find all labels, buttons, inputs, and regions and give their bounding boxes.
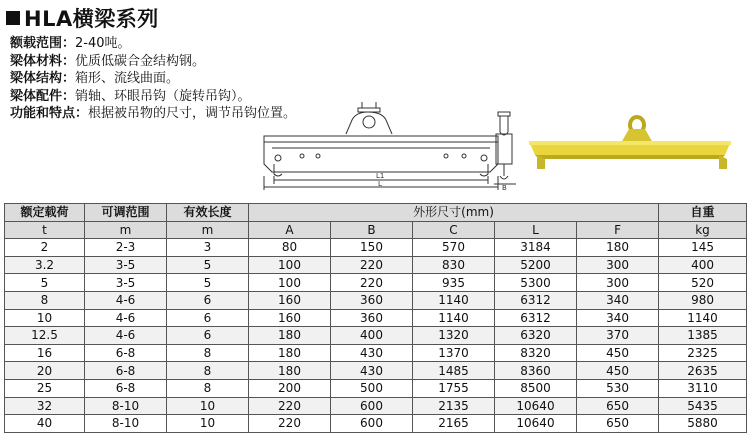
table-cell: 360 (331, 309, 413, 327)
table-cell: 8 (167, 344, 249, 362)
unit-weight: kg (659, 221, 747, 239)
header-weight: 自重 (659, 204, 747, 222)
table-cell: 10640 (495, 415, 577, 433)
table-cell: 6 (167, 309, 249, 327)
table-cell: 2135 (413, 397, 495, 415)
table-cell: 10 (167, 415, 249, 433)
table-cell: 220 (249, 415, 331, 433)
table-cell: 220 (331, 274, 413, 292)
table-cell: 340 (577, 309, 659, 327)
table-cell: 10 (5, 309, 85, 327)
table-cell: 1140 (413, 309, 495, 327)
header-c: C (413, 221, 495, 239)
table-cell: 4-6 (85, 327, 167, 345)
spec-item: 梁体材料：优质低碳合金结构钢。 (10, 53, 206, 69)
table-cell: 450 (577, 344, 659, 362)
table-cell: 8-10 (85, 397, 167, 415)
table-cell: 32 (5, 397, 85, 415)
table-cell: 180 (249, 362, 331, 380)
table-cell: 5 (167, 256, 249, 274)
table-cell: 3110 (659, 379, 747, 397)
table-cell: 2325 (659, 344, 747, 362)
table-cell: 360 (331, 291, 413, 309)
spec-item: 额载范围：2-40吨。 (10, 36, 131, 51)
table-cell: 5435 (659, 397, 747, 415)
table-cell: 3.2 (5, 256, 85, 274)
table-cell: 3 (167, 239, 249, 257)
table-cell: 520 (659, 274, 747, 292)
table-row (5, 327, 747, 345)
table-cell: 3184 (495, 239, 577, 257)
page-title-text: HLA横梁系列 (24, 7, 159, 31)
page-title (6, 4, 159, 32)
table-row (5, 379, 747, 397)
table-row (5, 309, 747, 327)
table-cell: 3-5 (85, 256, 167, 274)
table-cell: 935 (413, 274, 495, 292)
table-cell: 430 (331, 362, 413, 380)
unit-range: m (85, 221, 167, 239)
unit-load: t (5, 221, 85, 239)
unit-length: m (167, 221, 249, 239)
table-cell: 6 (167, 327, 249, 345)
table-cell: 300 (577, 274, 659, 292)
table-row (5, 415, 747, 433)
table-cell: 8500 (495, 379, 577, 397)
table-cell: 830 (413, 256, 495, 274)
table-cell: 10640 (495, 397, 577, 415)
header-range: 可调范围 (85, 204, 167, 222)
table-cell: 5200 (495, 256, 577, 274)
table-cell: 40 (5, 415, 85, 433)
table-cell: 8-10 (85, 415, 167, 433)
header-f: F (577, 221, 659, 239)
table-cell: 5 (5, 274, 85, 292)
spec-list (10, 35, 296, 123)
table-cell: 16 (5, 344, 85, 362)
table-cell: 600 (331, 415, 413, 433)
beam-product-image (525, 115, 735, 175)
header-load: 额定载荷 (5, 204, 85, 222)
table-cell: 220 (249, 397, 331, 415)
table-row (5, 274, 747, 292)
table-cell: 1485 (413, 362, 495, 380)
beam-technical-drawing (258, 98, 520, 190)
table-row (5, 397, 747, 415)
header-l: L (495, 221, 577, 239)
table-cell: 1755 (413, 379, 495, 397)
header-b: B (331, 221, 413, 239)
dimension-label-l: L (378, 180, 382, 188)
table-cell: 650 (577, 397, 659, 415)
table-cell: 980 (659, 291, 747, 309)
table-cell: 8320 (495, 344, 577, 362)
table-cell: 6-8 (85, 379, 167, 397)
table-cell: 25 (5, 379, 85, 397)
table-cell: 370 (577, 327, 659, 345)
table-cell: 2-3 (85, 239, 167, 257)
table-cell: 6320 (495, 327, 577, 345)
spec-item: 梁体结构：箱形、流线曲面。 (10, 71, 180, 86)
table-cell: 430 (331, 344, 413, 362)
spec-item: 功能和特点：根据被吊物的尺寸，调节吊钩位置。 (10, 106, 297, 121)
table-cell: 8360 (495, 362, 577, 380)
table-cell: 100 (249, 256, 331, 274)
table-cell: 300 (577, 256, 659, 274)
table-row (5, 362, 747, 380)
table-cell: 6 (167, 291, 249, 309)
table-cell: 8 (5, 291, 85, 309)
table-cell: 600 (331, 397, 413, 415)
table-cell: 1370 (413, 344, 495, 362)
table-cell: 145 (659, 239, 747, 257)
table-cell: 5880 (659, 415, 747, 433)
table-cell: 150 (331, 239, 413, 257)
table-cell: 200 (249, 379, 331, 397)
table-cell: 4-6 (85, 309, 167, 327)
table-cell: 6-8 (85, 344, 167, 362)
table-cell: 220 (331, 256, 413, 274)
table-cell: 4-6 (85, 291, 167, 309)
table-row (5, 344, 747, 362)
table-cell: 1385 (659, 327, 747, 345)
table-cell: 8 (167, 379, 249, 397)
table-cell: 10 (167, 397, 249, 415)
table-row (5, 291, 747, 309)
table-cell: 500 (331, 379, 413, 397)
table-cell: 80 (249, 239, 331, 257)
table-cell: 160 (249, 309, 331, 327)
table-cell: 2635 (659, 362, 747, 380)
table-cell: 3-5 (85, 274, 167, 292)
table-cell: 180 (577, 239, 659, 257)
table-cell: 100 (249, 274, 331, 292)
table-cell: 650 (577, 415, 659, 433)
table-cell: 400 (331, 327, 413, 345)
table-cell: 180 (249, 344, 331, 362)
table-cell: 20 (5, 362, 85, 380)
table-cell: 400 (659, 256, 747, 274)
table-cell: 5300 (495, 274, 577, 292)
table-cell: 6-8 (85, 362, 167, 380)
table-row (5, 239, 747, 257)
table-cell: 2 (5, 239, 85, 257)
table-cell: 5 (167, 274, 249, 292)
header-length: 有效长度 (167, 204, 249, 222)
square-bullet-icon (6, 11, 20, 25)
header-a: A (249, 221, 331, 239)
table-cell: 1140 (413, 291, 495, 309)
table-body (5, 239, 747, 433)
table-cell: 1140 (659, 309, 747, 327)
table-row (5, 256, 747, 274)
table-cell: 570 (413, 239, 495, 257)
table-cell: 6312 (495, 309, 577, 327)
table-cell: 12.5 (5, 327, 85, 345)
dimension-label-b: B (502, 184, 507, 190)
table-cell: 180 (249, 327, 331, 345)
table-cell: 160 (249, 291, 331, 309)
spec-item: 梁体配件：销轴、环眼吊钩（旋转吊钩）。 (10, 88, 251, 104)
table-cell: 2165 (413, 415, 495, 433)
specification-table (4, 203, 747, 433)
header-dimensions: 外形尺寸(mm) (249, 204, 659, 222)
table-cell: 530 (577, 379, 659, 397)
dimension-label-l1: L1 (376, 172, 385, 180)
table-cell: 340 (577, 291, 659, 309)
table-cell: 1320 (413, 327, 495, 345)
table-cell: 6312 (495, 291, 577, 309)
table-cell: 450 (577, 362, 659, 380)
table-cell: 8 (167, 362, 249, 380)
